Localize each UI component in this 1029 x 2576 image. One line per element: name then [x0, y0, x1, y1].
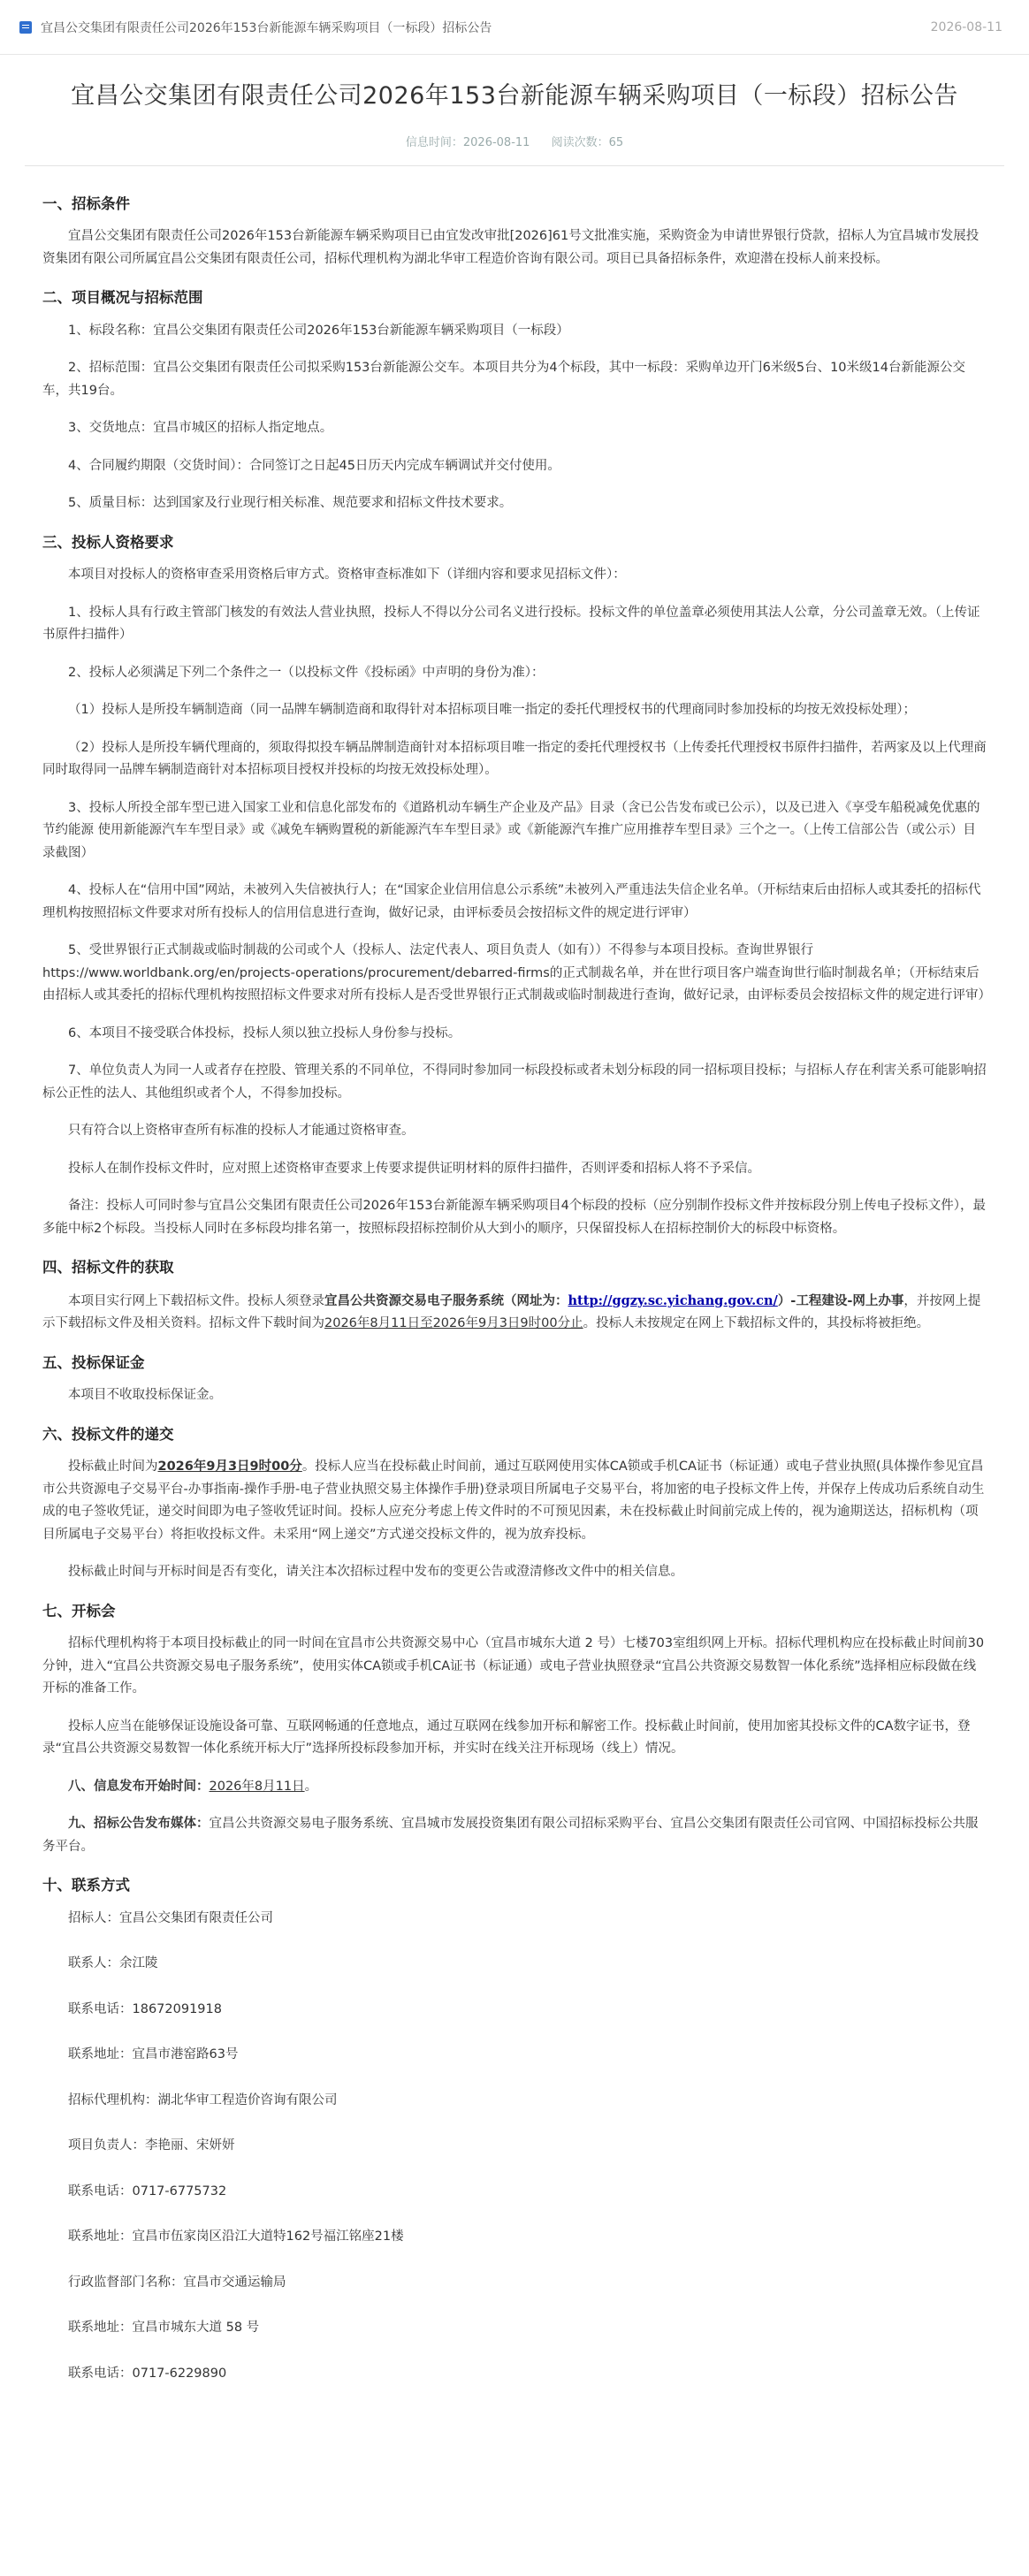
contact-item: 招标人：宜昌公交集团有限责任公司: [68, 1910, 273, 1925]
paragraph: （1）投标人是所投车辆制造商（同一品牌车辆制造商和取得针对本招标项目唯一指定的委托代理授权书的代理商同时参加投标的均按无效投标处理）；: [68, 703, 916, 718]
system-path: ）-工程建设-网上办事: [777, 1293, 904, 1308]
contact-item: 行政监督部门名称：宜昌市交通运输局: [68, 2275, 286, 2290]
paragraph: 4、合同履约期限（交货时间）：合同签订之日起45日历天内完成车辆调试并交付使用。: [68, 458, 560, 473]
contact-item: 联系电话：0717-6229890: [68, 2366, 227, 2381]
article-body: [0, 166, 1029, 2386]
text: 本项目实行网上下载招标文件。投标人须登录: [68, 1293, 324, 1308]
section-heading: 五、投标保证金: [42, 1353, 145, 1371]
view-count: 阅读次数：65: [551, 135, 624, 149]
contact-item: 项目负责人：李艳丽、宋妍妍: [68, 2138, 235, 2153]
paragraph: 招标代理机构将于本项目投标截止的同一时间在宜昌市公共资源交易中心（宜昌市城东大道 2 号）七楼703室组织网上开标。招标代理机构应在投标截止时间前30分钟，进入“宜昌公共资源交易电子服务系统”，使用实体CA锁或手机CA证书（标证通）或电子营业执照登录“宜昌公共资源交易数智一体化系统”选择相应标段做在线开标的准备工作。: [42, 1636, 985, 1696]
paragraph: 5、受世界银行正式制裁或临时制裁的公司或个人（投标人、法定代表人、项目负责人（如有））不得参与本项目投标。查询世界银行https://www.worldbank.org/en/projects-operations/procurement/debarred-firms的正式制裁名单，并在世行项目客户端查询世行临时制裁名单；（开标结束后由招标人或其委托的招标代理机构按照招标文件要求对所有投标人是否受世界银行正式制裁或临时制裁进行查询，做好记录，由评标委员会按招标文件的规定进行评审）: [42, 943, 991, 1003]
section-heading: 一、招标条件: [42, 194, 130, 212]
paragraph: [42, 1813, 987, 1858]
paragraph: 投标人在制作投标文件时，应对照上述资格审查要求上传要求提供证明材料的原件扫描件，否则评委和招标人将不予采信。: [68, 1161, 760, 1176]
paragraph: 投标截止时间与开标时间是否有变化，请关注本次招标过程中发布的变更公告或澄清修改文件中的相关信息。: [68, 1565, 683, 1580]
paragraph: 本项目不收取投标保证金。: [68, 1388, 222, 1403]
paragraph: 3、投标人所投全部车型已进入国家工业和信息化部发布的《道路机动车辆生产企业及产品》目录（含已公告发布或已公示），以及已进入《享受车船税减免优惠的节约能源 使用新能源汽车车型目录》或《减免车辆购置税的新能源汽车车型目录》或《新能源汽车推广应用推荐车型目录》三个之一。（上传工信部公告（或公示）目录截图）: [42, 800, 980, 860]
paragraph: [42, 1776, 987, 1799]
text: 宜昌公共资源交易电子服务系统、宜昌城市发展投资集团有限公司招标采购平台、宜昌公交集团有限责任公司官网、中国招标投标公共服务平台。: [42, 1817, 979, 1854]
paragraph: 2、投标人必须满足下列二个条件之一（以投标文件《投标函》中声明的身份为准）：: [68, 665, 545, 680]
document-icon: [19, 21, 32, 34]
paragraph: 只有符合以上资格审查所有标准的投标人才能通过资格审查。: [68, 1124, 415, 1139]
section-heading-inline: 八、信息发布开始时间：: [68, 1779, 210, 1794]
header-date: 2026-08-11: [930, 19, 1002, 34]
paragraph: 2、招标范围：宜昌公交集团有限责任公司拟采购153台新能源公交车。本项目共分为4个标段，其中一标段：采购单边开门6米级5台、10米级14台新能源公交车，共19台。: [42, 361, 965, 398]
paragraph: 6、本项目不接受联合体投标，投标人须以独立投标人身份参与投标。: [68, 1025, 461, 1040]
paragraph: 本项目对投标人的资格审查采用资格后审方式。资格审查标准如下（详细内容和要求见招标文件）：: [68, 568, 626, 583]
system-name: 宜昌公共资源交易电子服务系统（网址为：: [324, 1293, 568, 1308]
paragraph: 投标人应当在能够保证设施设备可靠、互联网畅通的任意地点，通过互联网在线参加开标和解密工作。投标截止时间前，使用加密其投标文件的CA数字证书，登录“宜昌公共资源交易数智一体化系统开标大厅”选择所投标段参加开标，并实时在线关注开标现场（线上）情况。: [42, 1719, 971, 1757]
paragraph: 7、单位负责人为同一人或者存在控股、管理关系的不同单位，不得同时参加同一标段投标或者未划分标段的同一招标项目投标；与招标人存在利害关系可能影响招标公正性的法人、其他组织或者个人，不得参加投标。: [42, 1063, 987, 1101]
section-heading: 二、项目概况与招标范围: [42, 289, 203, 307]
paragraph: 3、交货地点：宜昌市城区的招标人指定地点。: [68, 421, 333, 436]
section-heading-inline: 九、招标公告发布媒体：: [68, 1817, 210, 1832]
paragraph: 备注：投标人可同时参与宜昌公交集团有限责任公司2026年153台新能源车辆采购项目4个标段的投标（应分别制作投标文件并按标段分别上传电子投标文件），最多能中标2个标段。当投标人同时在多标段均排名第一，按照标段招标控制价从大到小的顺序，只保留投标人在招标控制价大的标段中标资格。: [42, 1199, 987, 1236]
contact-item: 联系人：余江陵: [68, 1956, 158, 1971]
paragraph: [42, 1290, 987, 1336]
contact-item: 联系地址：宜昌市城东大道 58 号: [68, 2321, 260, 2336]
paragraph: 1、标段名称：宜昌公交集团有限责任公司2026年153台新能源车辆采购项目（一标段）: [68, 323, 569, 338]
text: 。: [304, 1779, 318, 1794]
section-heading: 四、招标文件的获取: [42, 1259, 174, 1277]
text: 。投标人应当在投标截止时间前，通过互联网使用实体CA锁或手机CA证书（标证通）或电子营业执照(具体操作参见宜昌市公共资源电子交易平台-办事指南-操作手册-电子营业执照交易主体操作手册)登录项目所属电子交易平台，将加密的电子投标文件上传，并保存上传成功后系统自动生成的电子签收凭证，递交时间即为电子签收凭证时间。投标人应充分考虑上传文件时的不可预见因素，未在投标截止时间前完成上传的，视为逾期送达，招标机构（项目所属电子交易平台）将拒收投标文件。未采用“网上递交”方式递交投标文件的，视为放弃投标。: [42, 1459, 985, 1542]
article-meta: [0, 133, 1029, 149]
paragraph: 4、投标人在“信用中国”网站，未被列入失信被执行人；在“国家企业信用信息公示系统”未被列入严重违法失信企业名单。（开标结束后由招标人或其委托的招标代理机构按照招标文件要求对所有投标人的信用信息进行查询，做好记录，由评标委员会按招标文件的规定进行评审）: [42, 883, 981, 920]
info-time: 信息时间：2026-08-11: [405, 135, 530, 149]
paragraph: [42, 1456, 987, 1546]
publish-date: 2026年8月11日: [209, 1779, 305, 1794]
contact-item: 招标代理机构：湖北华审工程造价咨询有限公司: [68, 2092, 338, 2107]
section-heading: 七、开标会: [42, 1602, 116, 1620]
paragraph: 1、投标人具有行政主管部门核发的有效法人营业执照，投标人不得以分公司名义进行投标。投标文件的单位盖章必须使用其法人公章，分公司盖章无效。（上传证书原件扫描件）: [42, 605, 980, 643]
page-title: 宜昌公交集团有限责任公司2026年153台新能源车辆采购项目（一标段）招标公告: [71, 82, 958, 110]
section-heading: 六、投标文件的递交: [42, 1425, 174, 1443]
contact-item: 联系地址：宜昌市港窑路63号: [68, 2047, 239, 2062]
text: ，并按网上提示下载招标文件及相关资料。招标文件下载时间为: [42, 1293, 981, 1331]
deadline: 2026年9月3日9时00分: [157, 1459, 302, 1475]
paragraph: （2）投标人是所投车辆代理商的，须取得拟投车辆品牌制造商针对本招标项目唯一指定的委托代理授权书（上传委托代理授权书原件扫描件，若两家及以上代理商同时取得同一品牌车辆制造商针对本招标项目授权并投标的均按无效投标处理）。: [42, 740, 987, 778]
contact-item: 联系电话：0717-6775732: [68, 2184, 227, 2199]
contact-item: 联系电话：18672091918: [68, 2001, 222, 2016]
paragraph: 5、质量目标：达到国家及行业现行相关标准、规范要求和招标文件技术要求。: [68, 496, 513, 511]
download-period: 2026年8月11日至2026年9月3日9时00分止: [324, 1316, 583, 1331]
paragraph: 宜昌公交集团有限责任公司2026年153台新能源车辆采购项目已由宜发改审批[2026]61号文批准实施，采购资金为申请世界银行贷款，招标人为宜昌城市发展投资集团有限公司所属宜昌公交集团有限责任公司，招标代理机构为湖北华审工程造价咨询有限公司。项目已具备招标条件，欢迎潜在投标人前来投标。: [42, 229, 979, 266]
section-heading: 十、联系方式: [42, 1877, 130, 1894]
top-bar: [0, 0, 1029, 55]
breadcrumb[interactable]: 宜昌公交集团有限责任公司2026年153台新能源车辆采购项目（一标段）招标公告: [41, 20, 492, 35]
contact-item: 联系地址：宜昌市伍家岗区沿江大道特162号福江铭座21楼: [68, 2229, 404, 2244]
text: 投标截止时间为: [68, 1459, 158, 1475]
text: 。投标人未按规定在网上下载招标文件的，其投标将被拒绝。: [583, 1316, 930, 1331]
section-heading: 三、投标人资格要求: [42, 533, 174, 551]
system-url-link[interactable]: http://ggzy.sc.yichang.gov.cn/: [568, 1292, 778, 1308]
